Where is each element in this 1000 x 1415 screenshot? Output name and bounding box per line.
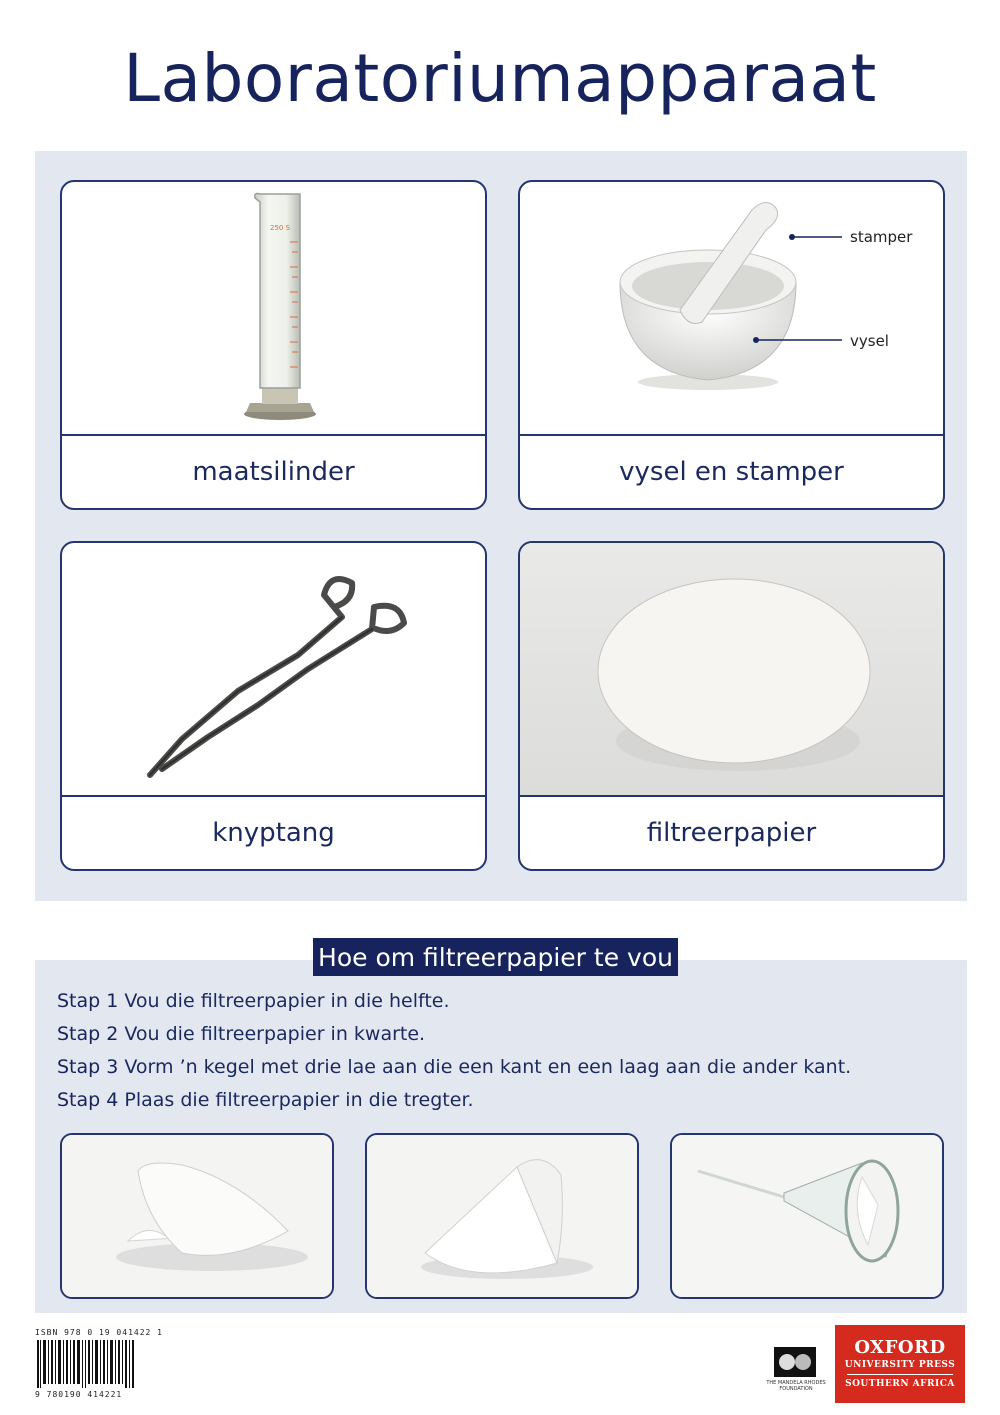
caption-maatsilinder: maatsilinder	[192, 457, 355, 487]
step-label: Stap 1	[57, 990, 119, 1012]
label-stamper: stamper	[850, 228, 913, 246]
caption-knyptang: knyptang	[212, 818, 335, 848]
filter-paper-image	[520, 543, 943, 797]
card-mortar-pestle	[518, 180, 945, 510]
caption-filtreerpapier: filtreerpapier	[646, 818, 817, 848]
step-photo-half-fold	[60, 1133, 334, 1299]
barcode-icon	[35, 1340, 135, 1388]
step-4	[57, 1084, 957, 1117]
isbn-text: ISBN 978 0 19 041422 1	[35, 1328, 163, 1337]
section-title: Hoe om filtreerpapier te vou	[313, 938, 678, 976]
oxford-press-line: UNIVERSITY PRESS	[844, 1360, 956, 1370]
card-measuring-cylinder	[60, 180, 487, 510]
steps-list	[57, 985, 957, 1117]
step-label: Stap 2	[57, 1023, 119, 1045]
step-text: Vou die filtreerpapier in die helfte.	[124, 990, 450, 1012]
step-label: Stap 3	[57, 1056, 119, 1078]
measuring-cylinder-image	[62, 182, 485, 436]
step-photo-funnel	[670, 1133, 944, 1299]
mortar-pestle-image	[520, 182, 943, 436]
step-2	[57, 1018, 957, 1051]
cylinder-marking: 250 S	[269, 224, 291, 232]
label-vysel: vysel	[850, 332, 889, 350]
foundation-name: THE MANDELA RHODES FOUNDATION	[766, 1380, 826, 1392]
step-photo-quarter-fold	[365, 1133, 639, 1299]
oxford-region-line: SOUTHERN AFRICA	[845, 1379, 955, 1389]
barcode-number: 9 780190 414221	[35, 1390, 123, 1399]
page-title: Laboratoriumapparaat	[123, 40, 877, 117]
card-filter-paper	[518, 541, 945, 871]
step-text: Plaas die filtreerpapier in die tregter.	[124, 1089, 474, 1111]
step-label: Stap 4	[57, 1089, 119, 1111]
oxford-wordmark: OXFORD	[854, 1337, 946, 1358]
oxford-logo	[835, 1325, 965, 1403]
oxford-divider	[847, 1374, 953, 1375]
caption-vysel-en-stamper: vysel en stamper	[619, 457, 844, 487]
step-1	[57, 985, 957, 1018]
step-3	[57, 1051, 957, 1084]
step-text: Vorm ’n kegel met drie lae aan die een kant en een laag aan die ander kant.	[124, 1056, 852, 1078]
crucible-tongs-image	[62, 543, 485, 797]
step-text: Vou die filtreerpapier in kwarte.	[124, 1023, 426, 1045]
card-crucible-tongs	[60, 541, 487, 871]
